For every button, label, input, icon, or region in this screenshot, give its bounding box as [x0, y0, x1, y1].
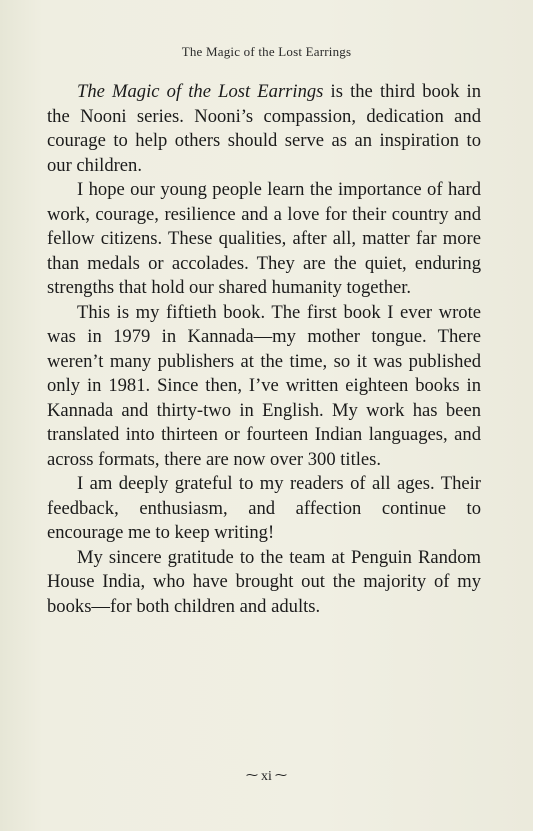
book-title: The Magic of the Lost Earrings: [77, 81, 324, 102]
running-head: The Magic of the Lost Earrings: [181, 44, 352, 59]
paragraph-1: [47, 80, 481, 178]
paragraph-5: My sincere gratitude to the team at Penguin Random House India, who have brought out the majority of my books—for both children and adults.: [47, 546, 481, 617]
paragraph-4: I am deeply grateful to my readers of all ages. Their feedback, enthusiasm, and affection continue to encourage me to keep writing!: [47, 473, 481, 543]
page-number: xi: [261, 769, 272, 784]
right-ornament-icon: ⁓: [274, 768, 287, 782]
paragraph-2: I hope our young people learn the importance of hard work, courage, resilience and a love for their country and fellow citizens. These qualities, after all, matter far more than medals or accolades. They are the quiet, enduring strengths that hold our shared humanity together.: [47, 179, 481, 298]
paragraph-3: This is my fiftieth book. The first book I ever wrote was in 1979 in Kannada—my mother tongue. There weren’t many publishers at the time, so it was published only in 1981. Since then, I’ve written eighteen books in Kannada and thirty-two in English. My work has been translated into thirteen or fourteen Indian languages, and across formats, there are now over 300 titles.: [47, 301, 481, 470]
page-folio: [0, 768, 533, 785]
paragraph-1-text: is the third book in the Nooni series. Nooni’s compassion, dedication and courage to help others should serve as an inspiration to our children.: [47, 81, 481, 176]
body-text: [47, 80, 481, 619]
left-ornament-icon: ⁓: [246, 768, 259, 782]
